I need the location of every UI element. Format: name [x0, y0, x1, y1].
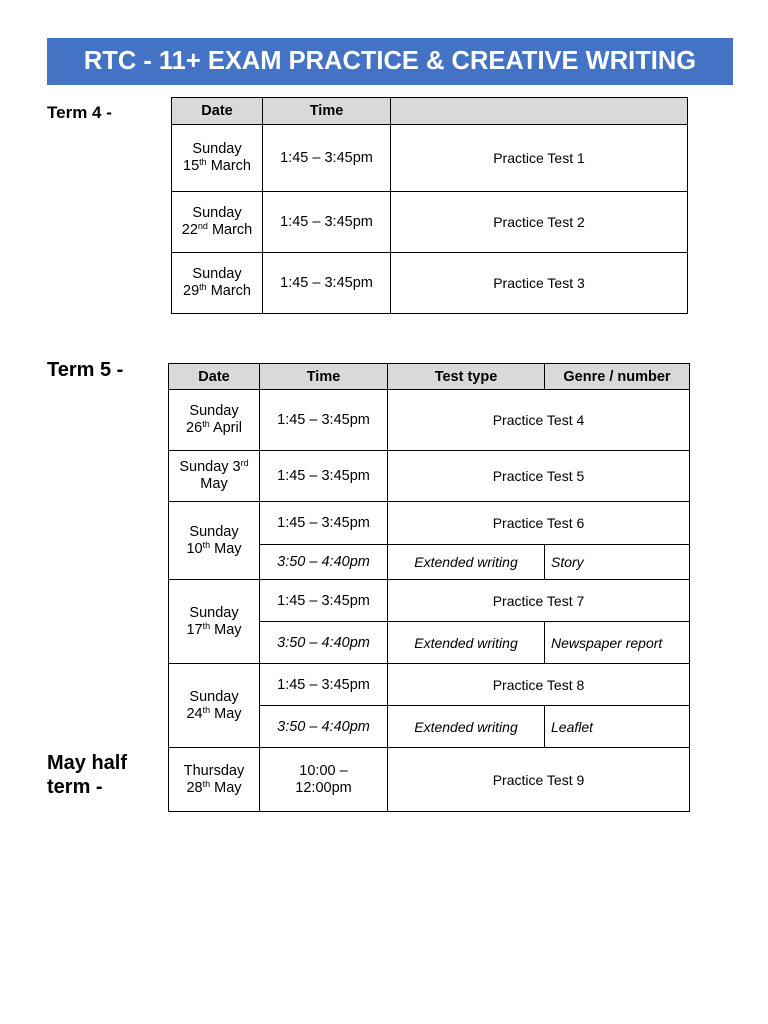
table-header-row [169, 364, 690, 390]
test-type-cell: Extended writing [388, 622, 545, 664]
time-header: Time [263, 98, 391, 125]
table-header-row [172, 98, 688, 125]
extended-time-cell: 3:50 – 4:40pm [260, 706, 388, 748]
time-header: Time [260, 364, 388, 390]
date-header: Date [172, 98, 263, 125]
term-4-label: Term 4 - [47, 103, 112, 122]
test-cell: Practice Test 5 [388, 451, 690, 502]
time-cell: 1:45 – 3:45pm [260, 580, 388, 622]
date-cell: Sunday 17th May [169, 580, 260, 664]
term-5-table [168, 363, 690, 812]
extended-time-cell: 3:50 – 4:40pm [260, 545, 388, 580]
time-cell: 1:45 – 3:45pm [263, 125, 391, 192]
table-row [169, 502, 690, 545]
test-type-cell: Extended writing [388, 545, 545, 580]
table-row [169, 451, 690, 502]
table-row [169, 580, 690, 622]
time-cell: 10:00 – 12:00pm [260, 748, 388, 812]
half-term-label: May half term - [47, 752, 128, 798]
genre-cell: Story [545, 545, 690, 580]
date-cell: Sunday 15th March [172, 125, 263, 192]
table-row [172, 253, 688, 314]
table-row [172, 192, 688, 253]
test-type-header: Test type [388, 364, 545, 390]
time-cell: 1:45 – 3:45pm [260, 502, 388, 545]
term-5-label: Term 5 - [47, 359, 124, 381]
test-cell: Practice Test 4 [388, 390, 690, 451]
time-cell: 1:45 – 3:45pm [260, 390, 388, 451]
table-row [172, 125, 688, 192]
date-cell: Sunday 24th May [169, 664, 260, 748]
blank-header [391, 98, 688, 125]
test-cell: Practice Test 9 [388, 748, 690, 812]
time-cell: 1:45 – 3:45pm [263, 192, 391, 253]
test-cell: Practice Test 7 [388, 580, 690, 622]
test-cell: Practice Test 6 [388, 502, 690, 545]
test-cell: Practice Test 3 [391, 253, 688, 314]
date-cell: Thursday 28th May [169, 748, 260, 812]
time-cell: 1:45 – 3:45pm [260, 664, 388, 706]
genre-header: Genre / number [545, 364, 690, 390]
date-cell: Sunday 26th April [169, 390, 260, 451]
table-row [169, 664, 690, 706]
test-cell: Practice Test 1 [391, 125, 688, 192]
extended-time-cell: 3:50 – 4:40pm [260, 622, 388, 664]
test-cell: Practice Test 8 [388, 664, 690, 706]
genre-cell: Newspaper report [545, 622, 690, 664]
test-type-cell: Extended writing [388, 706, 545, 748]
date-cell: Sunday 22nd March [172, 192, 263, 253]
date-cell: Sunday 10th May [169, 502, 260, 580]
date-cell: Sunday 3rd May [169, 451, 260, 502]
date-cell: Sunday 29th March [172, 253, 263, 314]
table-row [169, 748, 690, 812]
table-row [169, 390, 690, 451]
time-cell: 1:45 – 3:45pm [260, 451, 388, 502]
time-cell: 1:45 – 3:45pm [263, 253, 391, 314]
date-header: Date [169, 364, 260, 390]
term-4-table [171, 97, 688, 314]
genre-cell: Leaflet [545, 706, 690, 748]
test-cell: Practice Test 2 [391, 192, 688, 253]
page-title: RTC - 11+ EXAM PRACTICE & CREATIVE WRITING [47, 38, 733, 85]
